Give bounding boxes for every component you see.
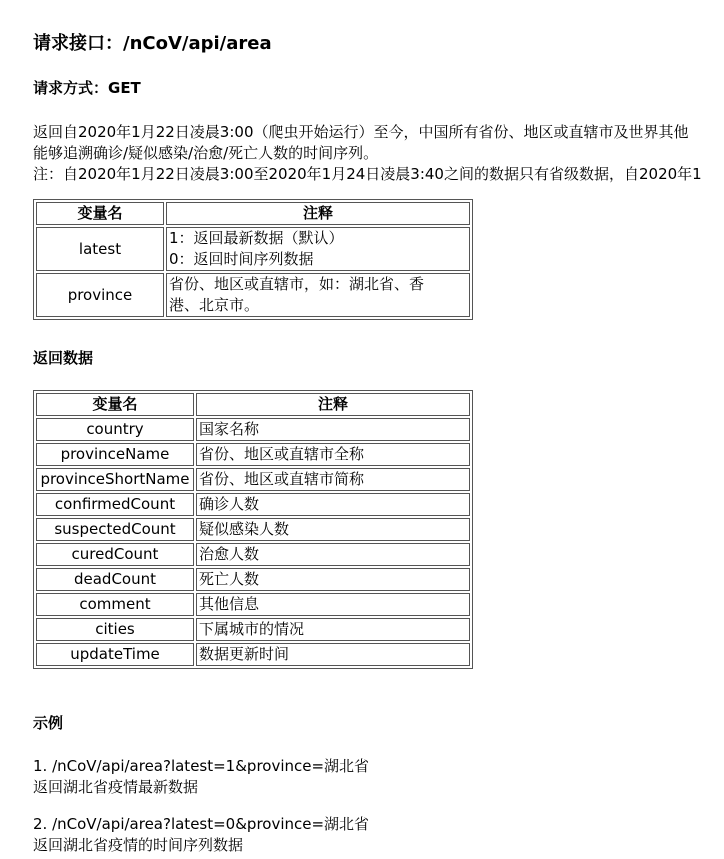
- return-data-heading: 返回数据: [33, 349, 94, 367]
- description-line-1: 返回自2020年1月22日凌晨3:00（爬虫开始运行）至今，中国所有省份、地区或直辖市及世界其他: [33, 123, 689, 141]
- field-name: country: [36, 418, 194, 441]
- table-row: [36, 493, 470, 516]
- column-header: 注释: [166, 202, 470, 225]
- field-name: comment: [36, 593, 194, 616]
- table-row: [36, 518, 470, 541]
- field-name: curedCount: [36, 543, 194, 566]
- example-desc: 返回湖北省疫情的时间序列数据: [33, 836, 244, 854]
- field-note: 死亡人数: [196, 568, 470, 591]
- field-note: 疑似感染人数: [196, 518, 470, 541]
- param-note-line: 0：返回时间序列数据: [169, 250, 314, 268]
- field-note: 国家名称: [196, 418, 470, 441]
- field-name: confirmedCount: [36, 493, 194, 516]
- column-header: 变量名: [36, 393, 194, 416]
- field-note: 下属城市的情况: [196, 618, 470, 641]
- field-note: 确诊人数: [196, 493, 470, 516]
- example-url: 2. /nCoV/api/area?latest=0&province=湖北省: [33, 815, 370, 833]
- table-row: [36, 443, 470, 466]
- description-line-2: 能够追溯确诊/疑似感染/治愈/死亡人数的时间序列。: [33, 144, 379, 162]
- table-row: [36, 418, 470, 441]
- params-table: [33, 199, 473, 320]
- example-item: [33, 814, 369, 856]
- field-name: deadCount: [36, 568, 194, 591]
- field-name: updateTime: [36, 643, 194, 666]
- column-header: 变量名: [36, 202, 164, 225]
- return-table: [33, 390, 473, 669]
- field-note: 其他信息: [196, 593, 470, 616]
- description: [33, 122, 702, 185]
- field-note: 省份、地区或直辖市全称: [196, 443, 470, 466]
- example-url: 1. /nCoV/api/area?latest=1&province=湖北省: [33, 757, 370, 775]
- table-row: [36, 643, 470, 666]
- table-row: [36, 618, 470, 641]
- field-note: 治愈人数: [196, 543, 470, 566]
- table-row: [36, 468, 470, 491]
- example-item: [33, 756, 369, 798]
- table-row: [36, 593, 470, 616]
- example-heading: 示例: [33, 714, 64, 732]
- table-row: [36, 568, 470, 591]
- field-note: 省份、地区或直辖市简称: [196, 468, 470, 491]
- api-doc-page: [33, 0, 724, 859]
- field-name: cities: [36, 618, 194, 641]
- field-name: suspectedCount: [36, 518, 194, 541]
- table-header-row: [36, 202, 470, 225]
- table-row: [36, 273, 470, 317]
- table-row: [36, 227, 470, 271]
- param-note-line: 港、北京市。: [169, 296, 260, 314]
- field-name: provinceName: [36, 443, 194, 466]
- param-name: province: [36, 273, 164, 317]
- page-title: 请求接口：/nCoV/api/area: [33, 33, 272, 54]
- param-note-line: 省份、地区或直辖市，如：湖北省、香: [169, 275, 425, 293]
- field-note: 数据更新时间: [196, 643, 470, 666]
- table-row: [36, 543, 470, 566]
- param-name: latest: [36, 227, 164, 271]
- description-line-3: 注：自2020年1月22日凌晨3:00至2020年1月24日凌晨3:40之间的数据只有省级数据，自2020年1: [33, 165, 702, 183]
- example-desc: 返回湖北省疫情最新数据: [33, 778, 199, 796]
- param-note: [166, 273, 470, 317]
- field-name: provinceShortName: [36, 468, 194, 491]
- column-header: 注释: [196, 393, 470, 416]
- param-note-line: 1：返回最新数据（默认）: [169, 229, 344, 247]
- table-header-row: [36, 393, 470, 416]
- request-method: 请求方式：GET: [33, 79, 141, 97]
- param-note: [166, 227, 470, 271]
